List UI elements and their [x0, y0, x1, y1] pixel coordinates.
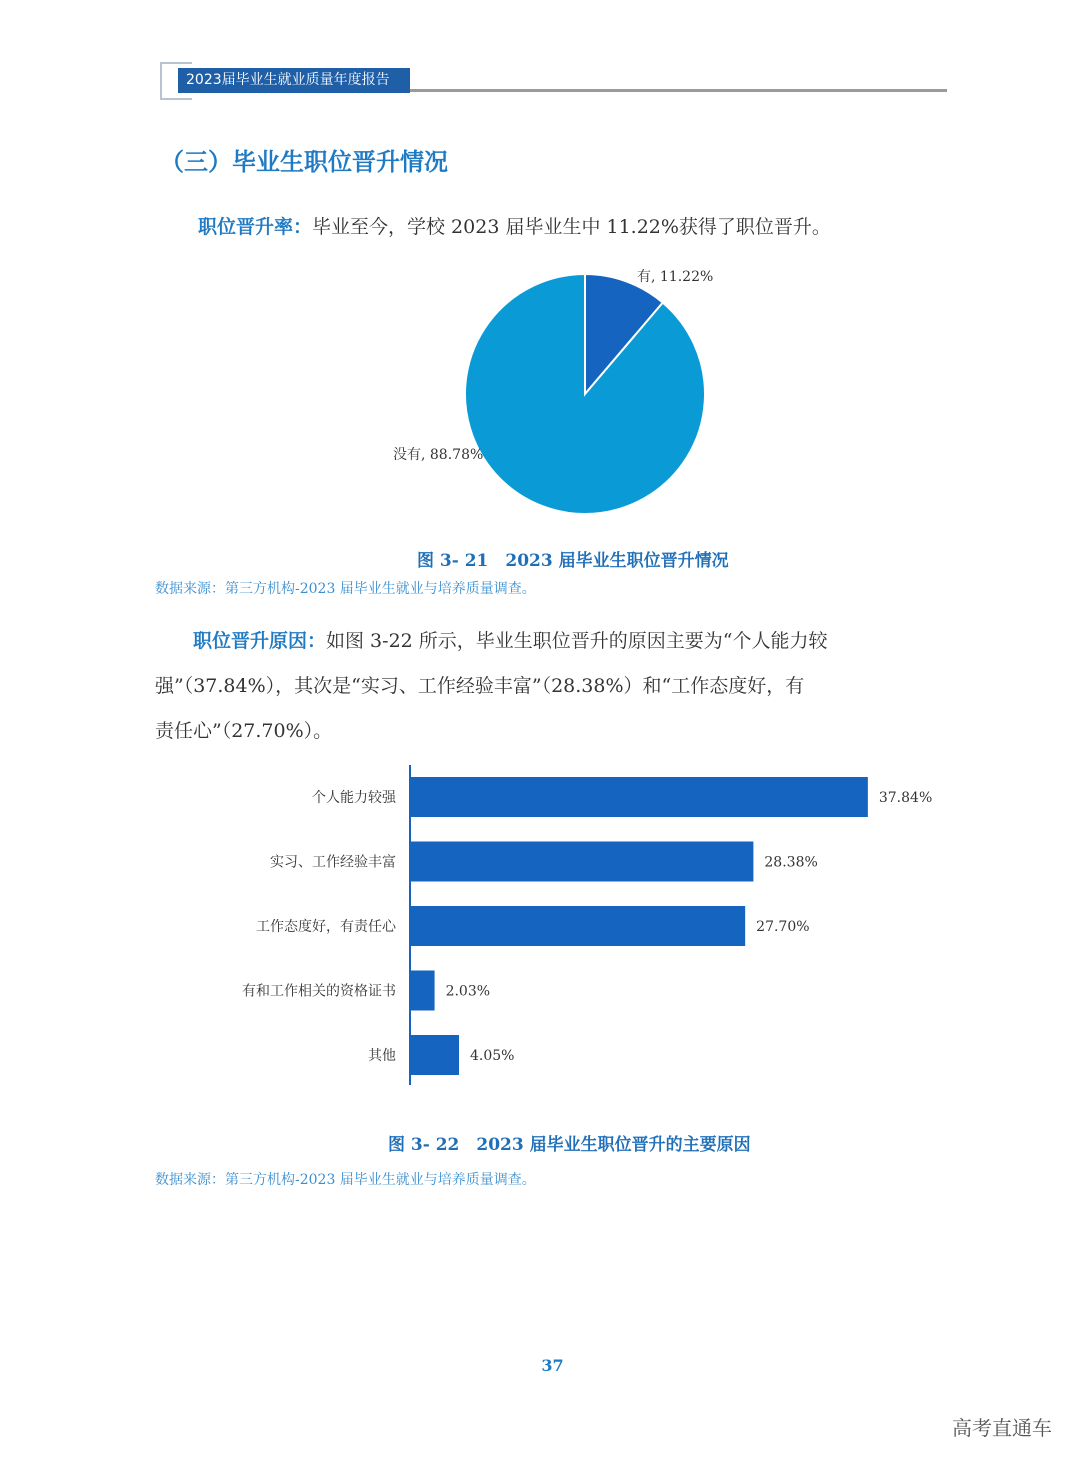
paragraph-promotion-rate [198, 212, 831, 239]
bar-value-label: 2.03% [445, 983, 491, 1000]
bar-value-label: 37.84% [878, 790, 933, 806]
figure-source-3-21: 数据来源：第三方机构-2023 届毕业生就业与培养质量调查。 [155, 581, 536, 597]
bar-value-label: 28.38% [764, 854, 818, 871]
bar-value-label: 27.70% [756, 919, 810, 935]
pie-label-no: 没有, 88.78% [393, 447, 484, 463]
bar [410, 971, 435, 1011]
paragraph-reasons-line3: 责任心”（27.70%）。 [155, 720, 333, 742]
bar-chart [200, 760, 960, 1095]
page-number: 37 [541, 1356, 564, 1375]
bar-category-label: 实习、工作经验丰富 [270, 854, 396, 871]
bar [410, 906, 745, 946]
figure-source-3-22: 数据来源：第三方机构-2023 届毕业生就业与培养质量调查。 [155, 1172, 536, 1188]
paragraph-text: 如图 3-22 所示，毕业生职位晋升的原因主要为“个人能力较 [326, 630, 828, 652]
bar-category-label: 有和工作相关的资格证书 [242, 983, 396, 1000]
figure-caption-3-22: 图 3- 22 2023 届毕业生职位晋升的主要原因 [388, 1135, 751, 1155]
paragraph-lead: 职位晋升率： [198, 216, 313, 238]
bar [410, 777, 868, 817]
header-title: 2023届毕业生就业质量年度报告 [178, 68, 410, 93]
figure-caption-3-21: 图 3- 21 2023 届毕业生职位晋升情况 [417, 551, 729, 571]
bar-category-label: 其他 [368, 1048, 396, 1064]
pie-chart [380, 260, 740, 530]
paragraph-reasons-line1 [193, 626, 828, 653]
bar [410, 1035, 459, 1075]
pie-slice-no [465, 274, 705, 514]
paragraph-reasons-line2: 强”（37.84%），其次是“实习、工作经验丰富”（28.38%）和“工作态度好，有 [155, 675, 805, 697]
pie-label-yes: 有, 11.22% [637, 269, 714, 285]
paragraph-text: 毕业至今，学校 2023 届毕业生中 11.22%获得了职位晋升。 [312, 216, 831, 238]
bar-category-label: 个人能力较强 [312, 790, 396, 806]
section-title: （三）毕业生职位晋升情况 [160, 148, 448, 176]
paragraph-lead: 职位晋升原因： [193, 630, 327, 652]
bar-value-label: 4.05% [470, 1048, 515, 1064]
watermark: 高考直通车 [952, 1416, 1052, 1440]
header-rule [410, 89, 947, 92]
bar-category-label: 工作态度好，有责任心 [256, 919, 396, 935]
bar [410, 842, 753, 882]
